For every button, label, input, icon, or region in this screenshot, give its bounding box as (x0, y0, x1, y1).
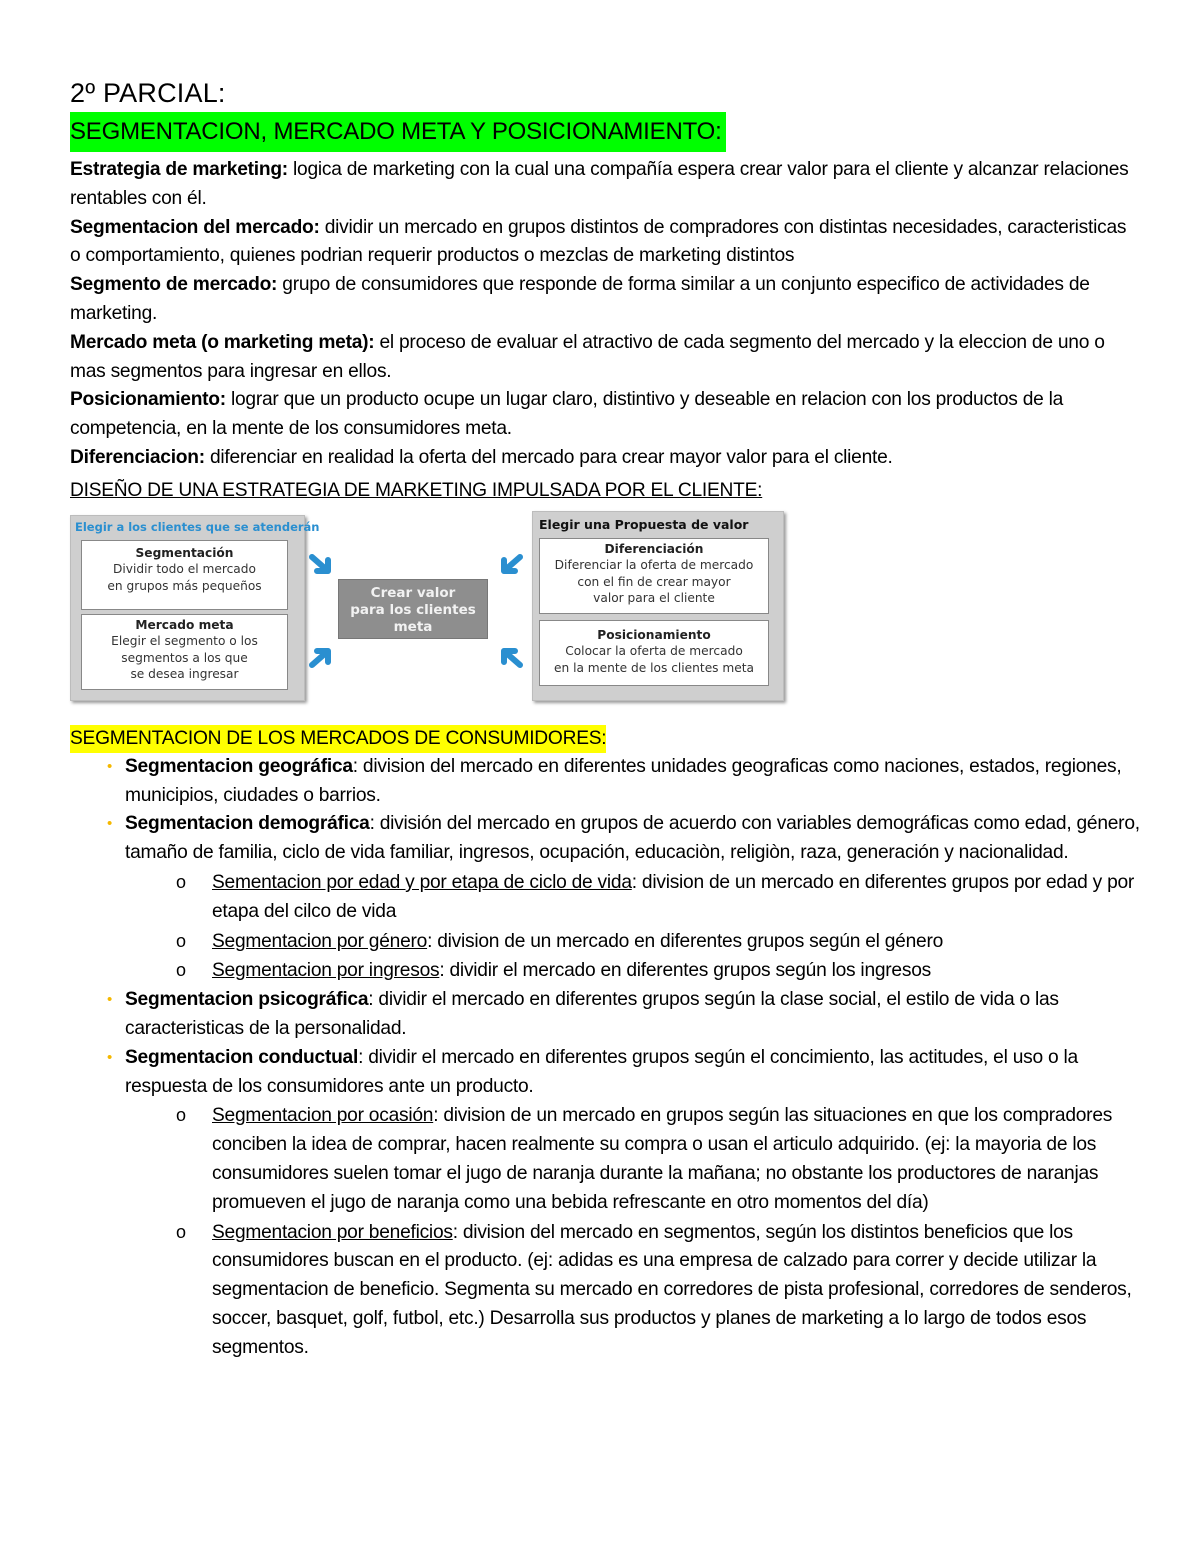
sub-item-term: Segmentacion por ingresos (212, 960, 440, 982)
sub-bullet-icon: o (176, 1221, 186, 1242)
bullet-icon: • (107, 815, 113, 833)
diagram-box-diferenciacion (539, 538, 769, 614)
segmentation-list (70, 753, 1140, 1363)
diagram-panel-propuesta (532, 511, 784, 701)
definition-text: dividir un mercado en grupos distintos de compradores con distintas necesidades, caracteristicas o comportamiento, quienes podrian requerir productos o mezclas de marketing distintos (70, 216, 1127, 267)
item-text: : división del mercado en grupos de acuerdo con variables demográficas como edad, género, tamaño de familia, ciclo de vida familiar, ingresos, ocupación, educaciòn, religiòn, raza, generación y nacionalidad. (125, 813, 1140, 864)
diagram-box-line: en la mente de los clientes meta (553, 660, 755, 675)
diagram-box-posicionamiento (539, 620, 769, 686)
diagram-panel-clientes (70, 515, 320, 701)
item-term: Segmentacion geográfica (125, 755, 353, 777)
definition-term: Mercado meta (o marketing meta): (70, 331, 375, 353)
sub-list-item (70, 956, 1140, 986)
item-term: Segmentacion demográfica (125, 813, 370, 835)
diagram-panel-title: Elegir una Propuesta de valor (539, 516, 749, 532)
list-item (70, 986, 1140, 1044)
diagram-box-line: Diferenciar la oferta de mercado (554, 558, 754, 573)
definition-paragraph (70, 329, 1140, 387)
definition-paragraph (70, 156, 1140, 214)
definition-term: Segmentacion del mercado: (70, 216, 320, 238)
item-term: Segmentacion psicográfica (125, 989, 369, 1011)
definition-text: diferenciar en realidad la oferta del mercado para crear mayor valor para el cliente. (204, 446, 893, 468)
arrow-up-left-icon (494, 641, 524, 671)
diagram-box-line: se desea ingresar (130, 667, 239, 682)
definition-paragraph (70, 444, 1140, 473)
page-title: 2º PARCIAL: (70, 78, 226, 108)
sub-list (125, 868, 1140, 986)
diagram-center-line: para los clientes (350, 601, 476, 618)
definition-text: lograr que un producto ocupe un lugar claro, distintivo y deseable en relacion con los productos de la competencia, en la mente de los consumidores meta. (70, 389, 1064, 440)
sub-list-item (70, 1218, 1140, 1363)
arrow-down-right-icon (308, 551, 338, 581)
diagram-box-line: Colocar la oferta de mercado (565, 644, 743, 659)
list-item (70, 753, 1140, 811)
list-item (70, 810, 1140, 986)
diagram-box-title: Posicionamiento (597, 627, 711, 642)
sub-item-text: : division del mercado en segmentos, según los distintos beneficios que los consumidores buscan en el producto. (ej: adidas es una empresa de calzado para correr y decide utilizar la segmentacion de beneficio. Segmenta su mercado en corredores de pista profesional, corredores de senderos, soccer, basquet, golf, futbol, etc.) Desarrolla sus productos y planes de marketing a lo largo de todos esos segmentos. (212, 1221, 1132, 1358)
section-heading-consumidores: SEGMENTACION DE LOS MERCADOS DE CONSUMIDORES: (70, 725, 606, 753)
diagram-center-line: Crear valor (370, 584, 456, 601)
sub-list-item (70, 868, 1140, 927)
sub-item-term: Segmentacion por ocasión (212, 1105, 434, 1127)
sub-item-term: Sementacion por edad y por etapa de ciclo de vida (212, 871, 632, 893)
definition-term: Diferenciacion: (70, 446, 205, 468)
item-text: : division del mercado en diferentes unidades geograficas como naciones, estados, regiones, municipios, ciudades o barrios. (125, 755, 1122, 806)
diagram-box-line: valor para el cliente (593, 591, 715, 606)
diagram-box-line: con el fin de crear mayor (577, 574, 731, 589)
bullet-icon: • (107, 1048, 113, 1066)
definition-term: Segmento de mercado: (70, 274, 278, 296)
bullet-icon: • (107, 757, 113, 775)
diagram-box-line: segmentos a los que (121, 650, 248, 665)
section-heading-diseno: DISEÑO DE UNA ESTRATEGIA DE MARKETING IMPULSADA POR EL CLIENTE: (70, 479, 763, 501)
arrow-up-right-icon (308, 641, 338, 671)
sub-bullet-icon: o (176, 871, 186, 892)
sub-item-term: Segmentacion por beneficios (212, 1221, 453, 1243)
sub-item-term: Segmentacion por género (212, 930, 428, 952)
strategy-diagram (70, 511, 786, 707)
definition-paragraph (70, 271, 1140, 329)
definition-paragraph (70, 214, 1140, 272)
diagram-box-line: en grupos más pequeños (107, 578, 262, 593)
diagram-box-title: Mercado meta (135, 617, 234, 632)
diagram-panel-title: Elegir a los clientes que se atenderán (75, 519, 320, 534)
sub-item-text: : division de un mercado en diferentes grupos según el género (427, 930, 944, 952)
diagram-center-box (338, 579, 488, 639)
definition-term: Posicionamiento: (70, 389, 226, 411)
section-heading-segmentacion: SEGMENTACION, MERCADO META Y POSICIONAMIENTO: (70, 112, 726, 152)
sub-bullet-icon: o (176, 930, 186, 951)
diagram-box-segmentacion (81, 540, 288, 610)
diagram-box-line: Elegir el segmento o los (111, 634, 258, 649)
sub-list-item (70, 927, 1140, 957)
definition-text: logica de marketing con la cual una compañía espera crear valor para el cliente y alcanzar relaciones rentables con él. (70, 159, 1129, 209)
definition-text: el proceso de evaluar el atractivo de cada segmento del mercado y la eleccion de uno o mas segmentos para ingresar en ellos. (70, 331, 1105, 382)
sub-item-text: : dividir el mercado en diferentes grupos según los ingresos (439, 960, 931, 982)
definition-paragraph (70, 386, 1140, 444)
diagram-box-title: Segmentación (135, 545, 234, 560)
definition-text: grupo de consumidores que responde de forma similar a un conjunto especifico de actividades de marketing. (70, 274, 1090, 324)
sub-list (125, 1101, 1140, 1362)
sub-list-item (70, 1101, 1140, 1217)
definitions-block (70, 156, 1140, 473)
list-item (70, 1044, 1140, 1363)
item-text: : dividir el mercado en diferentes grupos según la clase social, el estilo de vida o las caracteristicas de la personalidad. (125, 989, 1059, 1039)
document-page (70, 70, 1140, 1363)
diagram-box-title: Diferenciación (604, 541, 704, 556)
bullet-icon: • (107, 991, 113, 1009)
item-term: Segmentacion conductual (125, 1046, 359, 1068)
sub-bullet-icon: o (176, 1105, 186, 1126)
diagram-box-mercado-meta (81, 614, 288, 690)
sub-bullet-icon: o (176, 960, 186, 981)
sub-item-text: : division de un mercado en diferentes grupos por edad y por etapa del cilco de vida (212, 871, 1135, 922)
sub-item-text: : division de un mercado en grupos según las situaciones en que los compradores conciben la idea de comprar, hacen realmente su compra o usan el articulo adquirido. (ej: la mayoria de los consumidores suelen tomar el jugo de naranja durante la mañana; no obstante los productores de naranjas promueven el jugo de naranja como una bebida refrescante en otro momentos del día) (212, 1105, 1113, 1213)
definition-term: Estrategia de marketing: (70, 159, 288, 180)
item-text: : dividir el mercado en diferentes grupos según el concimiento, las actitudes, el uso o la respuesta de los consumidores ante un producto. (125, 1046, 1078, 1097)
arrow-down-left-icon (494, 551, 524, 581)
diagram-box-line: Dividir todo el mercado (113, 562, 256, 577)
diagram-center-line: meta (393, 618, 433, 635)
